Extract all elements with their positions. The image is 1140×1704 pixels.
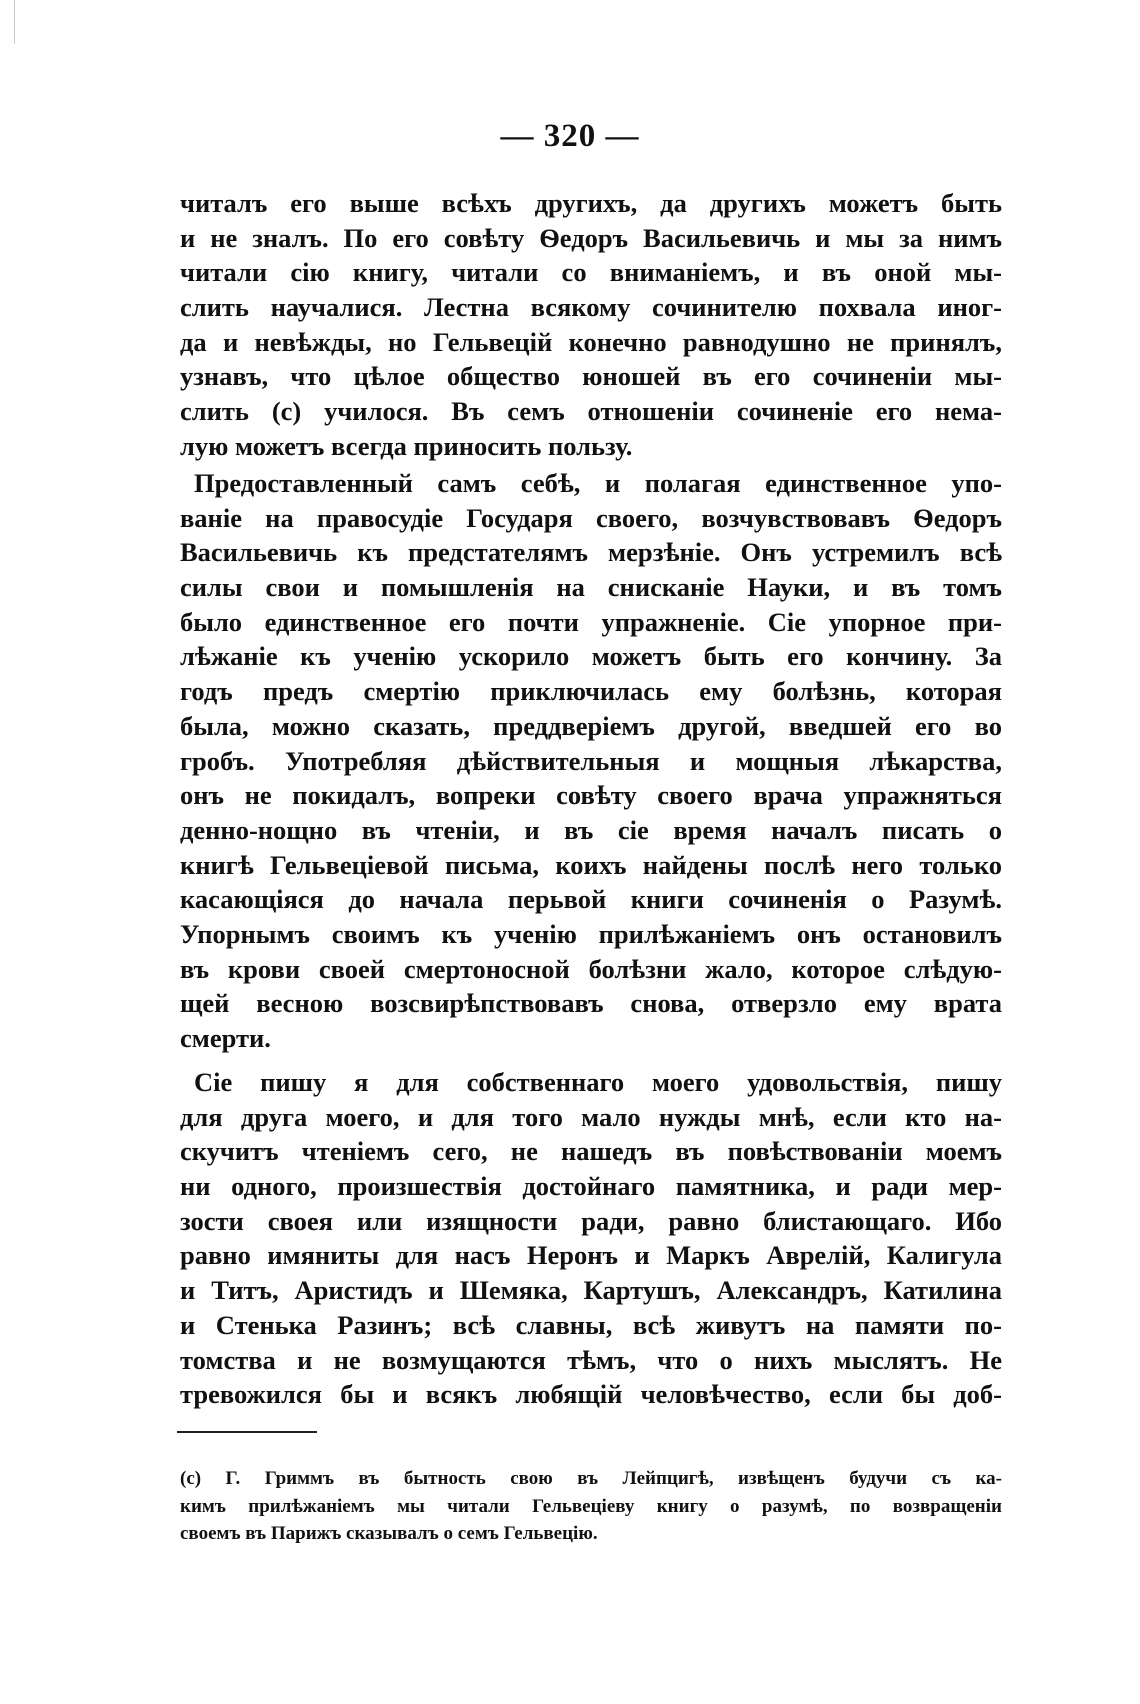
text-line: силы свои и помышленія на снисканіе Науки, и въ томъ — [180, 572, 1002, 603]
paragraph-2 — [180, 466, 1002, 1056]
text-line: была, можно сказать, преддверіемъ другой, введшей его во — [180, 710, 1002, 741]
text-line: равно имяниты для насъ Неронъ и Маркъ Аврелій, Калигула — [180, 1240, 1002, 1271]
footnote — [180, 1465, 1002, 1548]
page-number: — 320 — — [500, 118, 640, 154]
text-line: лую можетъ всегда приносить пользу. — [180, 430, 633, 461]
text-line: было единственное его почти упражненіе. Сіе упорное при- — [180, 606, 1002, 637]
text-line: Васильевичь къ предстателямъ мерзѣніе. Онъ устремилъ всѣ — [180, 537, 1002, 568]
footnote-divider — [177, 1431, 317, 1433]
footnote-line: кимъ прилѣжаніемъ мы читали Гельвеціеву книгу о разумѣ, по возвращеніи — [180, 1495, 1002, 1517]
text-line: касающіяся до начала перьвой книги сочиненія о Разумѣ. — [180, 884, 1002, 915]
text-line: слить научалися. Лестна всякому сочинителю похвала иног- — [180, 292, 1002, 323]
text-line: томства и не возмущаются тѣмъ, что о нихъ мыслятъ. Не — [180, 1344, 1002, 1375]
text-line: годъ предъ смертію приключилась ему болѣзнь, которая — [180, 676, 1002, 707]
footnote-line: (с) Г. Гриммъ въ бытность свою въ Лейпцигѣ, извѣщенъ будучи съ ка- — [180, 1468, 1002, 1489]
text-line: читалъ его выше всѣхъ другихъ, да другихъ можетъ быть — [180, 188, 1002, 218]
text-line: тревожился бы и всякъ любящій человѣчество, если бы доб- — [180, 1379, 1002, 1410]
text-line-content: Сіе пишу я для собственнаго моего удовольствія, пишу — [194, 1067, 1002, 1097]
text-line-content: Предоставленный самъ себѣ, и полагая единственное упо- — [194, 468, 1002, 498]
text-line: зости своея или изящности ради, равно блистающаго. Ибо — [180, 1205, 1002, 1236]
text-line: книгѣ Гельвеціевой письма, коихъ найдены послѣ него только — [180, 849, 1002, 880]
text-line: и не зналъ. По его совѣту Ѳедоръ Васильевичь и мы за нимъ — [180, 222, 1002, 253]
paragraph-1 — [180, 186, 1002, 464]
scan-edge-mark — [14, 0, 15, 44]
text-line: ни одного, произшествія достойнаго памятника, и ради мер- — [180, 1171, 1002, 1202]
text-line: слить (с) училося. Въ семъ отношеніи сочиненіе его нема- — [180, 396, 1002, 427]
text-line: смерти. — [180, 1023, 271, 1053]
text-line: лѣжаніе къ ученію ускорило можетъ быть его кончину. За — [180, 641, 1002, 672]
text-line — [180, 1065, 1002, 1100]
text-line: Упорнымъ своимъ къ ученію прилѣжаніемъ онъ остановилъ — [180, 918, 1002, 949]
text-line: щей весною возсвирѣпствовавъ снова, отверзло ему врата — [180, 988, 1002, 1019]
text-line: и Стенька Разинъ; всѣ славны, всѣ живутъ на памяти по- — [180, 1309, 1002, 1340]
paragraph-3 — [180, 1065, 1002, 1412]
text-line: онъ не покидалъ, вопреки совѣту своего врача упражняться — [180, 780, 1002, 811]
text-line: денно-нощно въ чтеніи, и въ сіе время началъ писать о — [180, 814, 1002, 845]
text-line: читали сію книгу, читали со вниманіемъ, и въ оной мы- — [180, 257, 1002, 288]
text-line: ваніе на правосудіе Государя своего, возчувствовавъ Ѳедоръ — [180, 502, 1002, 533]
text-line: въ крови своей смертоносной болѣзни жало, которое слѣдую- — [180, 953, 1002, 984]
text-line: для друга моего, и для того мало нужды мнѣ, если кто на- — [180, 1101, 1002, 1132]
text-line: гробъ. Употребляя дѣйствительныя и мощныя лѣкарства, — [180, 745, 1002, 776]
text-line: узнавъ, что цѣлое общество юношей въ его сочиненіи мы- — [180, 361, 1002, 392]
footnote-line: своемъ въ Парижъ сказывалъ о семъ Гельвецію. — [180, 1523, 598, 1544]
text-line: да и невѣжды, но Гельвецій конечно равнодушно не принялъ, — [180, 326, 1002, 357]
text-line: скучитъ чтеніемъ сего, не нашедъ въ повѣствованіи моемъ — [180, 1136, 1002, 1167]
text-line: и Титъ, Аристидъ и Шемяка, Картушъ, Александръ, Катилина — [180, 1275, 1002, 1306]
text-line — [180, 466, 1002, 501]
